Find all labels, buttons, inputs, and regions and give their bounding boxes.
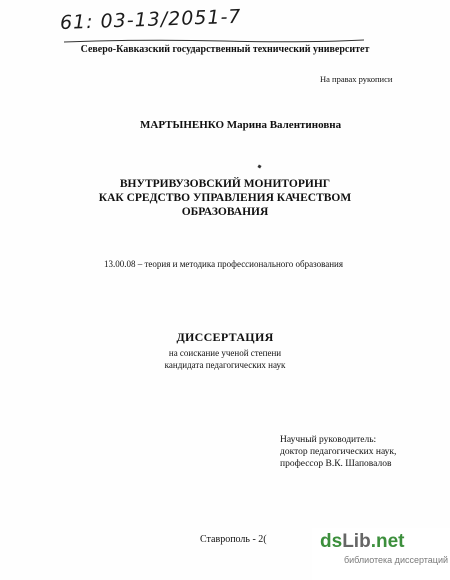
dslib-watermark[interactable] — [312, 528, 450, 580]
dissertation-label: ДИССЕРТАЦИЯ — [176, 330, 274, 344]
title-line: ОБРАЗОВАНИЯ — [181, 206, 269, 218]
specialty-code: 13.00.08 – теория и методика профессионального образования — [104, 259, 343, 269]
scientific-advisor — [280, 434, 396, 470]
degree-line: на соискание ученой степени — [168, 348, 282, 358]
title-line: КАК СРЕДСТВО УПРАВЛЕНИЯ КАЧЕСТВОМ — [98, 192, 352, 204]
logo-tld: .net — [370, 531, 405, 552]
advisor-line: Научный руководитель: — [280, 435, 377, 445]
university-name: Северо-Кавказский государственный технический университет — [80, 44, 370, 55]
handwritten-archive-code: 61: 03-13/2051-7 — [59, 5, 242, 34]
author-name: МАРТЫНЕНКО Марина Валентиновна — [140, 119, 342, 131]
ink-mark — [257, 164, 261, 168]
advisor-line: доктор педагогических наук, — [280, 447, 397, 457]
logo-ds: ds — [320, 531, 343, 552]
dslib-logo — [320, 531, 404, 553]
city-year: Ставрополь - 2( — [200, 534, 267, 545]
advisor-line: профессор В.К. Шаповалов — [280, 459, 392, 469]
dissertation-title — [0, 177, 450, 219]
title-line: ВНУТРИВУЗОВСКИЙ МОНИТОРИНГ — [119, 178, 331, 190]
degree-description — [0, 347, 450, 371]
manuscript-rights-note: На правах рукописи — [320, 74, 393, 84]
degree-line: кандидата педагогических наук — [164, 360, 286, 370]
logo-lib: Lib — [342, 531, 371, 552]
watermark-caption: библиотека диссертаций — [344, 555, 449, 565]
